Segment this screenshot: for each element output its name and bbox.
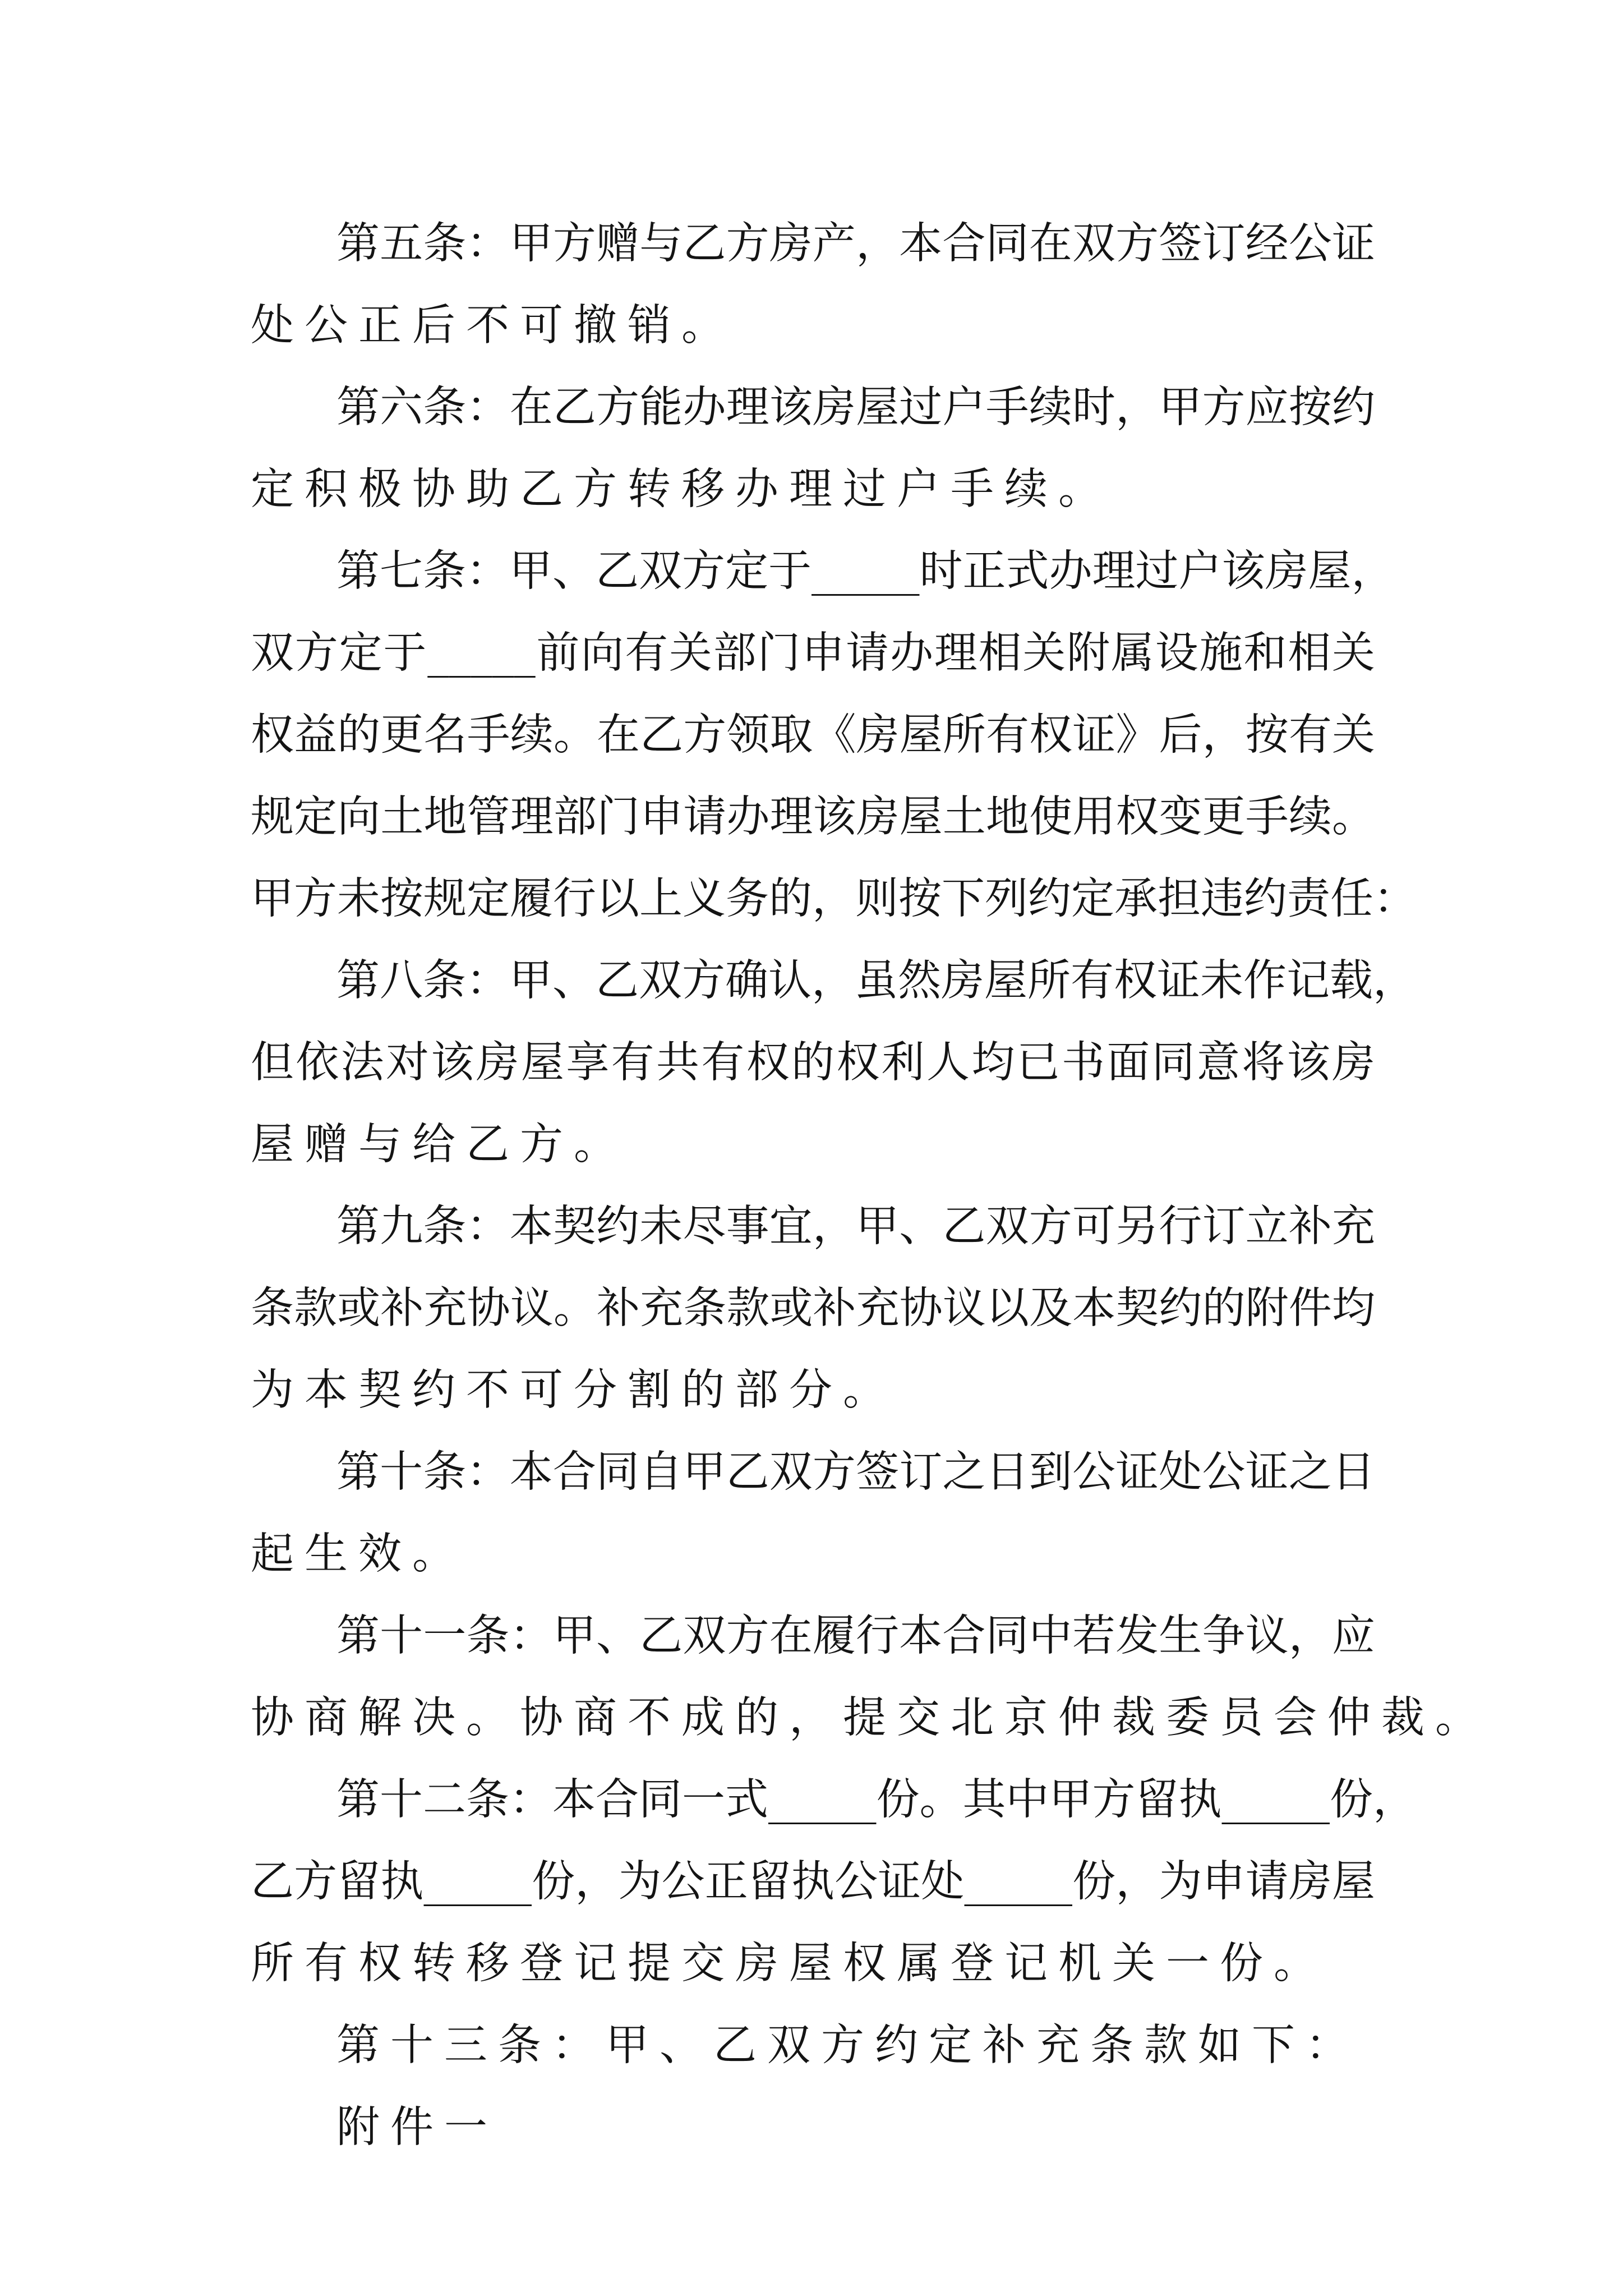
text-line: 权益的更名手续。在乙方领取《房屋所有权证》后，按有关 [251, 710, 1375, 760]
text-line: 规定向土地管理部门申请办理该房屋土地使用权变更手续。 [251, 792, 1375, 842]
text-line: 第十三条：甲、乙双方约定补充条款如下： [336, 2021, 1359, 2070]
text-line: 第六条：在乙方能办理该房屋过户手续时，甲方应按约 [336, 383, 1375, 432]
text-line: 协商解决。协商不成的，提交北京仲裁委员会仲裁。 [251, 1693, 1489, 1743]
text-line: 条款或补充协议。补充条款或补充协议以及本契约的附件均 [251, 1283, 1375, 1333]
text-line: 第十条：本合同自甲乙双方签订之日到公证处公证之日 [336, 1447, 1375, 1497]
text-line: 定积极协助乙方转移办理过户手续。 [251, 464, 1112, 514]
text-line: 第七条：甲、乙双方定于_____时正式办理过户该房屋， [336, 546, 1395, 596]
text-line: 甲方未按规定履行以上义务的，则按下列约定承担违约责任： [251, 874, 1417, 924]
text-line: 起生效。 [251, 1529, 466, 1579]
text-line: 第五条：甲方赠与乙方房产，本合同在双方签订经公证 [336, 219, 1375, 269]
text-line: 屋赠与给乙方。 [251, 1120, 628, 1170]
text-line: 双方定于_____前向有关部门申请办理相关附属设施和相关 [251, 628, 1375, 678]
text-line: 附件一 [336, 2102, 498, 2152]
text-line: 处公正后不可撤销。 [251, 301, 735, 351]
text-line: 为本契约不可分割的部分。 [251, 1365, 897, 1415]
text-line: 第八条：甲、乙双方确认，虽然房屋所有权证未作记载， [336, 956, 1416, 1006]
text-line: 第九条：本契约未尽事宜，甲、乙双方可另行订立补充 [336, 1202, 1375, 1251]
text-line: 第十二条：本合同一式_____份。其中甲方留执_____份， [336, 1775, 1416, 1825]
text-line: 所有权转移登记提交房屋权属登记机关一份。 [251, 1939, 1327, 1989]
text-line: 第十一条：甲、乙双方在履行本合同中若发生争议，应 [336, 1611, 1375, 1661]
text-line: 但依法对该房屋享有共有权的权利人均已书面同意将该房 [251, 1038, 1375, 1088]
text-line: 乙方留执_____份，为公正留执公证处_____份，为申请房屋 [251, 1857, 1375, 1907]
